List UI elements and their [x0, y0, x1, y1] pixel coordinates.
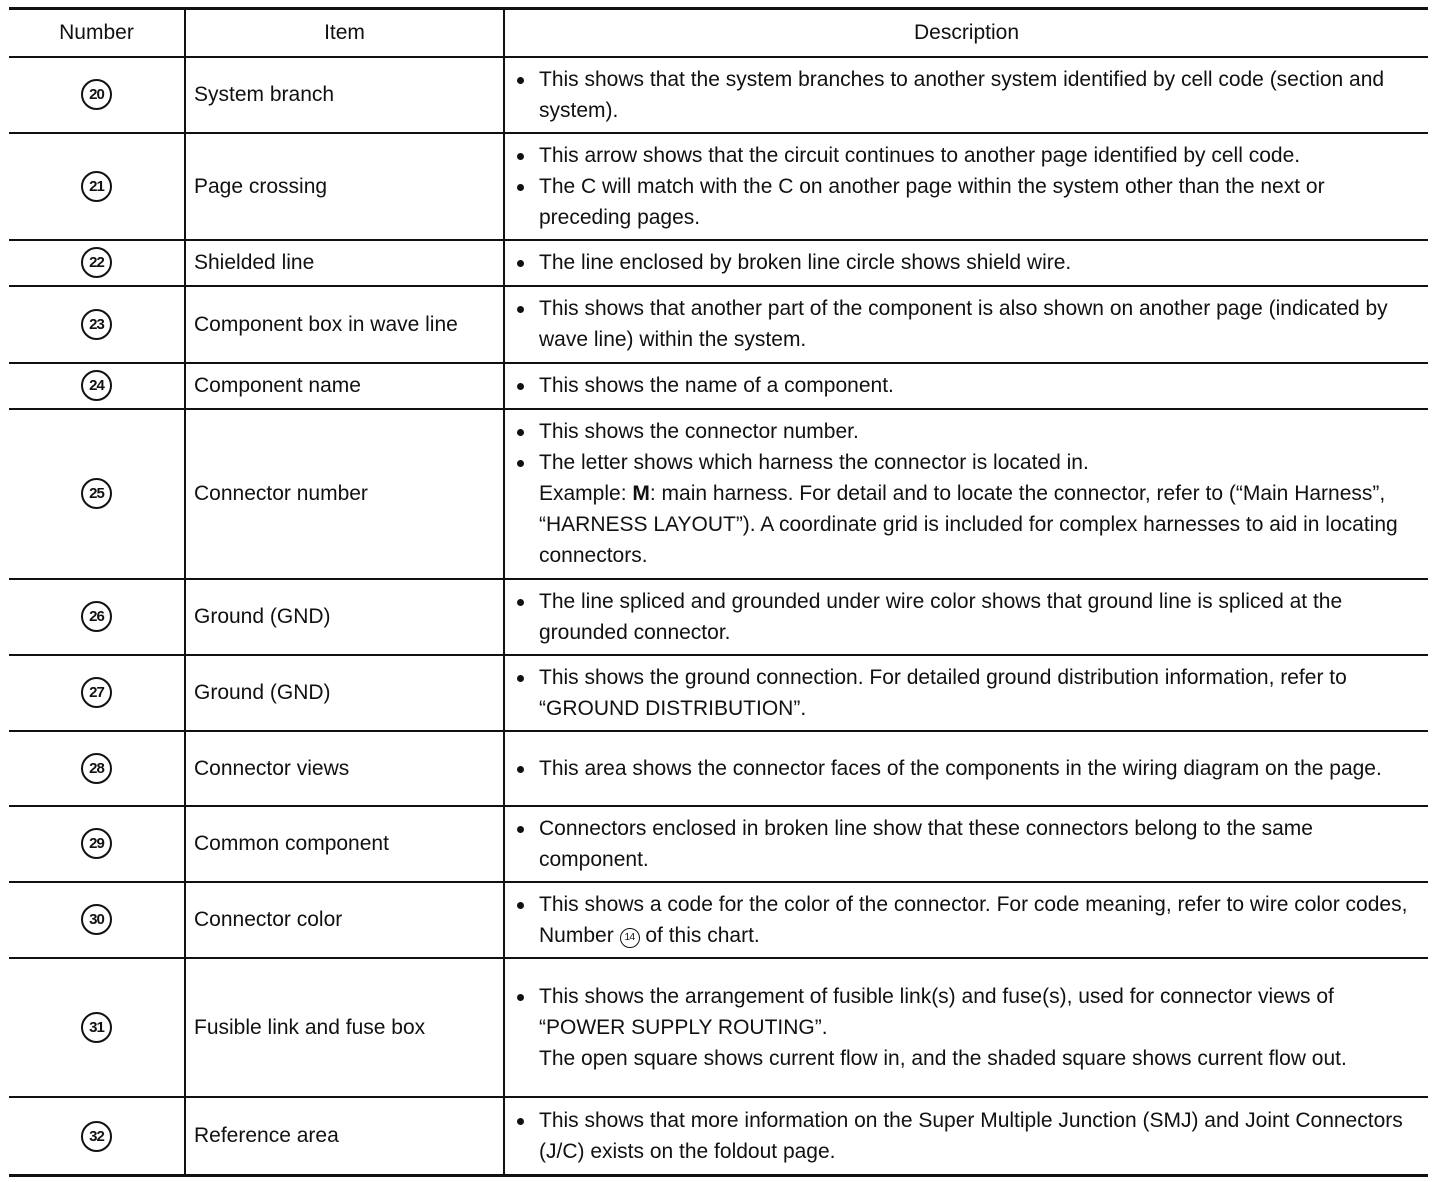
row-number-cell — [9, 579, 185, 655]
bullet-item: This shows the connector number. — [511, 416, 1418, 447]
table-row — [9, 240, 1428, 286]
row-item-cell: Page crossing — [185, 133, 504, 240]
bullet-list — [511, 247, 1418, 278]
bullet-item: The letter shows which harness the connector is located in. — [511, 447, 1418, 478]
row-number-cell — [9, 409, 185, 579]
row-item-cell: Shielded line — [185, 240, 504, 286]
legend-table-container — [9, 7, 1428, 1177]
row-number-cell — [9, 57, 185, 133]
circled-number: 32 — [81, 1121, 112, 1152]
table-row — [9, 882, 1428, 958]
circled-number: 27 — [81, 677, 112, 708]
header-item: Item — [185, 9, 504, 57]
row-item-cell: Connector number — [185, 409, 504, 579]
circled-number: 24 — [81, 370, 112, 401]
row-description-cell — [504, 806, 1428, 882]
table-row — [9, 579, 1428, 655]
example-label: Example: — [539, 482, 633, 505]
row-number-cell — [9, 363, 185, 409]
row-number-cell — [9, 1097, 185, 1176]
continuation-paragraph: The open square shows current flow in, and the shaded square shows current flow out. — [539, 1046, 1347, 1070]
row-number-cell — [9, 133, 185, 240]
bullet-list — [511, 753, 1418, 784]
table-row — [9, 1097, 1428, 1176]
row-description-cell — [504, 363, 1428, 409]
description-text-end: of this chart. — [639, 923, 760, 947]
circled-number: 25 — [81, 478, 112, 509]
row-description-cell — [504, 655, 1428, 731]
row-item-cell: Ground (GND) — [185, 655, 504, 731]
example-paragraph — [511, 478, 1418, 571]
circled-number: 21 — [81, 171, 112, 202]
bullet-list — [511, 981, 1418, 1043]
bullet-list — [511, 813, 1418, 875]
row-description-cell — [504, 958, 1428, 1097]
row-number-cell — [9, 882, 185, 958]
row-item-cell: Ground (GND) — [185, 579, 504, 655]
bullet-list — [511, 140, 1418, 233]
bullet-item: This shows the name of a component. — [511, 370, 1418, 401]
bullet-list — [511, 370, 1418, 401]
header-number: Number — [9, 9, 185, 57]
circled-number: 20 — [81, 79, 112, 110]
bullet-item: The C will match with the C on another page within the system other than the next or preceding pages. — [511, 171, 1418, 233]
bullet-item — [511, 889, 1418, 951]
header-description: Description — [504, 9, 1428, 57]
row-description-cell — [504, 240, 1428, 286]
circled-reference-number: 14 — [620, 928, 640, 948]
example-text: : main harness. For detail and to locate the connector, refer to (“Main Harness”, “HARNESS LAYOUT”). A coordinate grid is included for complex harnesses to aid in locating connectors. — [539, 482, 1398, 567]
bullet-item: This shows that more information on the Super Multiple Junction (SMJ) and Joint Connectors (J/C) exists on the foldout page. — [511, 1105, 1418, 1167]
row-number-cell — [9, 958, 185, 1097]
bullet-list — [511, 586, 1418, 648]
row-number-cell — [9, 731, 185, 806]
description-text: This shows a code for the color of the connector. For code meaning, refer to wire color codes, Number — [539, 892, 1408, 947]
row-description-cell — [504, 409, 1428, 579]
row-number-cell — [9, 655, 185, 731]
circled-number: 31 — [81, 1012, 112, 1043]
bullet-item: This shows the ground connection. For detailed ground distribution information, refer to “GROUND DISTRIBUTION”. — [511, 662, 1418, 724]
bullet-list — [511, 416, 1418, 478]
bullet-list — [511, 662, 1418, 724]
table-row — [9, 133, 1428, 240]
legend-table — [9, 7, 1428, 1177]
row-item-cell: Connector views — [185, 731, 504, 806]
bullet-list — [511, 1105, 1418, 1167]
bullet-item: The line enclosed by broken line circle shows shield wire. — [511, 247, 1418, 278]
bullet-item: This shows that another part of the component is also shown on another page (indicated by wave line) within the system. — [511, 293, 1418, 355]
table-row — [9, 655, 1428, 731]
table-row — [9, 363, 1428, 409]
table-header-row — [9, 9, 1428, 57]
bullet-item: This arrow shows that the circuit continues to another page identified by cell code. — [511, 140, 1418, 171]
row-description-cell — [504, 731, 1428, 806]
row-item-cell: System branch — [185, 57, 504, 133]
row-item-cell: Component box in wave line — [185, 286, 504, 363]
row-description-cell — [504, 286, 1428, 363]
bullet-item: This shows that the system branches to another system identified by cell code (section and system). — [511, 64, 1418, 126]
table-row — [9, 286, 1428, 363]
circled-number: 29 — [81, 828, 112, 859]
row-number-cell — [9, 286, 185, 363]
table-row — [9, 806, 1428, 882]
circled-number: 26 — [81, 601, 112, 632]
bullet-list — [511, 64, 1418, 126]
bullet-list — [511, 293, 1418, 355]
circled-number: 30 — [81, 904, 112, 935]
harness-letter: M — [632, 482, 650, 505]
row-item-cell: Connector color — [185, 882, 504, 958]
row-description-cell — [504, 1097, 1428, 1176]
table-row — [9, 409, 1428, 579]
row-item-cell: Component name — [185, 363, 504, 409]
row-number-cell — [9, 240, 185, 286]
row-description-cell — [504, 133, 1428, 240]
row-item-cell: Reference area — [185, 1097, 504, 1176]
table-row — [9, 57, 1428, 133]
circled-number: 23 — [81, 309, 112, 340]
bullet-item: This area shows the connector faces of the components in the wiring diagram on the page. — [511, 753, 1418, 784]
circled-number: 28 — [81, 753, 112, 784]
row-number-cell — [9, 806, 185, 882]
row-description-cell — [504, 882, 1428, 958]
table-row — [9, 958, 1428, 1097]
table-row — [9, 731, 1428, 806]
bullet-item: This shows the arrangement of fusible link(s) and fuse(s), used for connector views of “POWER SUPPLY ROUTING”. — [511, 981, 1418, 1043]
row-item-cell: Fusible link and fuse box — [185, 958, 504, 1097]
bullet-item: Connectors enclosed in broken line show that these connectors belong to the same component. — [511, 813, 1418, 875]
circled-number: 22 — [81, 247, 112, 278]
row-description-cell — [504, 57, 1428, 133]
row-item-cell: Common component — [185, 806, 504, 882]
row-description-cell — [504, 579, 1428, 655]
bullet-item: The line spliced and grounded under wire color shows that ground line is spliced at the grounded connector. — [511, 586, 1418, 648]
bullet-list — [511, 889, 1418, 951]
